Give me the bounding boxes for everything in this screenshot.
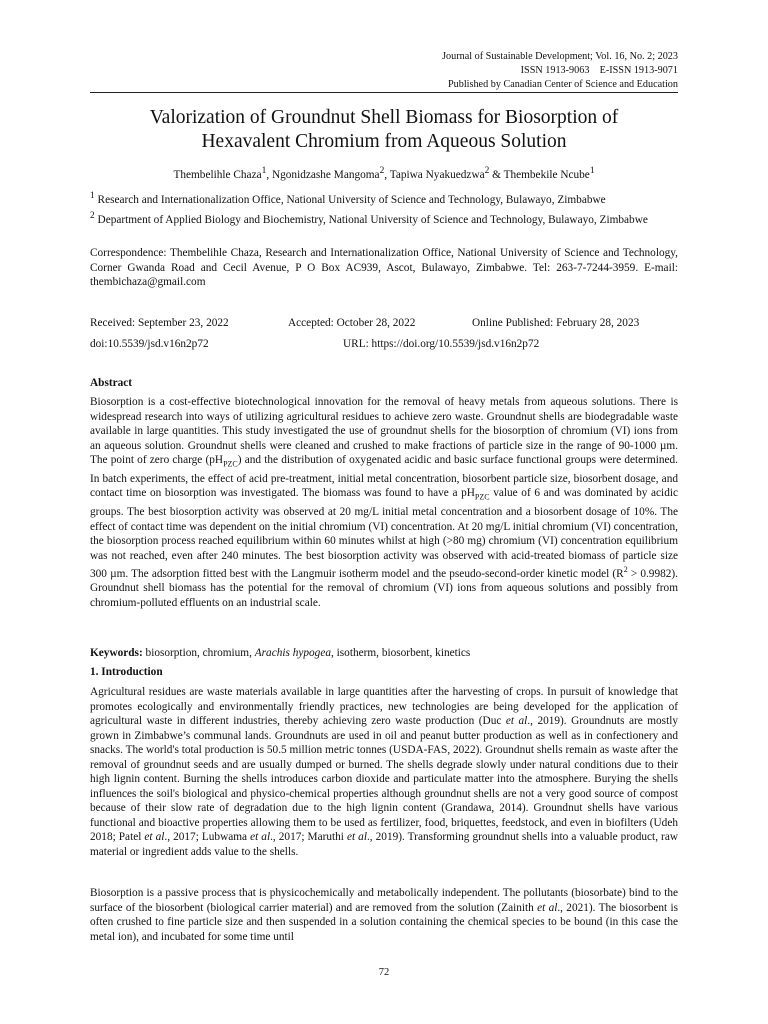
author-name: Ngonidzashe Mangoma [271,168,380,181]
affiliation-number: 1 [90,191,95,201]
abstract-heading: Abstract [90,377,133,389]
author-list: Thembelihle Chaza$^1$, Ngonidzashe Mangoma$^2$, Tapiwa Nyakuedzwa$^2$ & Thembekile Ncube$^1$ [173,166,595,181]
paragraph-text: ., 2019). Groundnuts are mostly grown in Zimbabwe’s communal lands. Groundnuts are used in oil and peanut butter production as well as in confectionery and snacks. The world's total production is 50.5 million metric tonnes (USDA-FAS, 2022). Groundnut shells remain as waste after the removal of groundnut seeds and are usually dumped or burned. The shells degrade slowly under natural conditions due to their high lignin content. Burning the shells introduces carbon dioxide and particulate matter into the atmosphere. Burying the shells influences the soil's biological and physico-chemical properties although groundnut shells are not a very good source of compost because of their slow rate of degradation due to the high lignin content (Grandawa, 2014). Groundnut shells have various functional and bioactive properties allowing them to be used as fertilizer, food, briquettes, feedstock, and even in biofilters (Udeh 2018; Patel [90,715,678,843]
et-al: et al [346,831,367,843]
superscript: 2 [623,565,628,574]
abstract-text: Biosorption is a cost-effective biotechnological innovation for the removal of heavy metals from aqueous solutions. There is widespread research into ways of utilizing agricultural residues to achieve zero waste. Groundnut shells are biodegradable waste available in large quantities. This study investigated the use of groundnut shells for the biosorption of chromium (VI) ions from an aqueous solution. Groundnut shells were cleaned and crushed to make fractions of particle size in the range of 90-1000 µm. The point of zero charge (pH [90,396,678,466]
subscript: PZC [223,459,238,469]
intro-paragraph-1 [90,685,678,859]
article-title [90,106,678,154]
abstract-text: ) and the distribution of oxygenated acidic and basic surface functional groups were determined. In batch experiments, the effect of acid pre-treatment, initial metal concentration, biosorbent particle size, biosorbent dosage, and contact time on biosorption was investigated. The biomass was found to have a pH [90,454,678,500]
journal-publisher: Published by Canadian Center of Science and Education [447,79,678,90]
et-al: et al [505,715,528,727]
paragraph-text: Agricultural residues are waste materials available in large quantities after the harvesting of crops. In pursuit of knowledge that promotes ecologically and environmentally friendly practices, new technologies are being developed for the application of agricultural waste in different industries, thereby achieving zero waste production (Duc [90,686,678,727]
correspondence: Correspondence: Thembelihle Chaza, Research and Internationalization Office, National University of Science and Technology, Corner Gwanda Road and Cecil Avenue, P O Box AC939, Ascot, Bulawayo, Zimbabwe. Tel: 263-7-7244-3959. E-mail: thembichaza@gmail.com [90,247,678,288]
et-al: et al [250,831,271,843]
et-al: et al [144,831,165,843]
keywords-text: , isotherm, biosorbent, kinetics [331,647,471,659]
intro-paragraph-2 [90,886,678,944]
affiliation-text: Department of Applied Biology and Biochemistry, National University of Science and Technology, Bulawayo, Zimbabwe [97,213,648,226]
affiliation-text: Research and Internationalization Office, National University of Science and Technology, Bulawayo, Zimbabwe [97,193,606,206]
affiliation-number: 2 [90,211,95,221]
abstract-text: value of 6 and was dominated by acidic groups. The best biosorption activity was observed at 20 mg/L initial metal concentration and a biosorbent dosage of 10%. The effect of contact time was dependent on the initial chromium (VI) concentration. At 20 mg/L initial chromium (VI) concentration, the biosorption process reached equilibrium within 60 minutes whilst at high (>80 mg) chromium (VI) concentration equilibrium was not reached, even after 240 minutes. The best biosorption activity was observed with acid-treated biomass of particle size 300 µm. The adsorption fitted best with the Langmuir isotherm model and the pseudo-second-order kinetic model (R [90,487,678,580]
author-affiliation-mark: 2 [484,166,490,176]
paragraph-text: Biosorption is a passive process that is physicochemically and metabolically independent. The pollutants (biosorbate) bind to the surface of the biosorbent (biological carrier material) and are removed from the solution (Zainith [90,887,678,914]
keywords-italic: Arachis hypogea [254,647,331,659]
paragraph-text: ., 2017; Maruthi [270,831,347,843]
author-affiliation-mark: 2 [379,166,385,176]
keywords [90,646,678,661]
received-date: Received: September 23, 2022 [90,317,229,329]
title-line-1: Valorization of Groundnut Shell Biomass for Biosorption of [149,107,619,128]
paragraph-text: ., 2021). The biosorbent is often crushed to fine particle size and then suspended in a solution containing the chemical species to be bound (in this case the metal ion), and incubated for some time until [90,901,678,943]
journal-citation: Journal of Sustainable Development; Vol. 16, No. 2; 2023 [442,51,678,62]
author-name: Thembekile Ncube [503,168,590,181]
paragraph-text: ., 2019). Transforming groundnut shells into a valuable product, raw material or ingredient adds value to the shells. [90,831,678,858]
et-al: et al [537,901,558,914]
section-heading-introduction: 1. Introduction [90,666,163,678]
abstract-text: > 0.9982). Groundnut shell biomass has the potential for the removal of chromium (VI) ions from aqueous solutions and possibly from chromium-polluted effluents on an industrial scale. [90,567,678,609]
author-name: Thembelihle Chaza [173,168,262,181]
keywords-text: biosorption, chromium, [142,647,255,659]
affiliation-2 [90,209,678,227]
author-name: Tapiwa Nyakuedzwa [389,168,485,181]
article-url[interactable]: URL: https://doi.org/10.5539/jsd.v16n2p72 [343,338,540,350]
journal-issn: ISSN 1913-9063 E-ISSN 1913-9071 [520,65,678,76]
accepted-date: Accepted: October 28, 2022 [288,317,416,329]
journal-header [442,50,678,92]
subscript: PZC [474,492,490,502]
author-affiliation-mark: 1 [589,166,595,176]
header-rule [90,92,678,93]
keywords-label: Keywords: [90,647,143,659]
paragraph-text: ., 2017; Lubwama [164,831,251,843]
affiliation-1 [90,189,678,207]
author-affiliation-mark: 1 [261,166,267,176]
published-date: Online Published: February 28, 2023 [472,317,640,329]
page-number: 72 [378,967,390,978]
doi: doi:10.5539/jsd.v16n2p72 [90,338,209,350]
abstract-body [90,395,678,610]
title-line-2: Hexavalent Chromium from Aqueous Solution [201,131,567,152]
